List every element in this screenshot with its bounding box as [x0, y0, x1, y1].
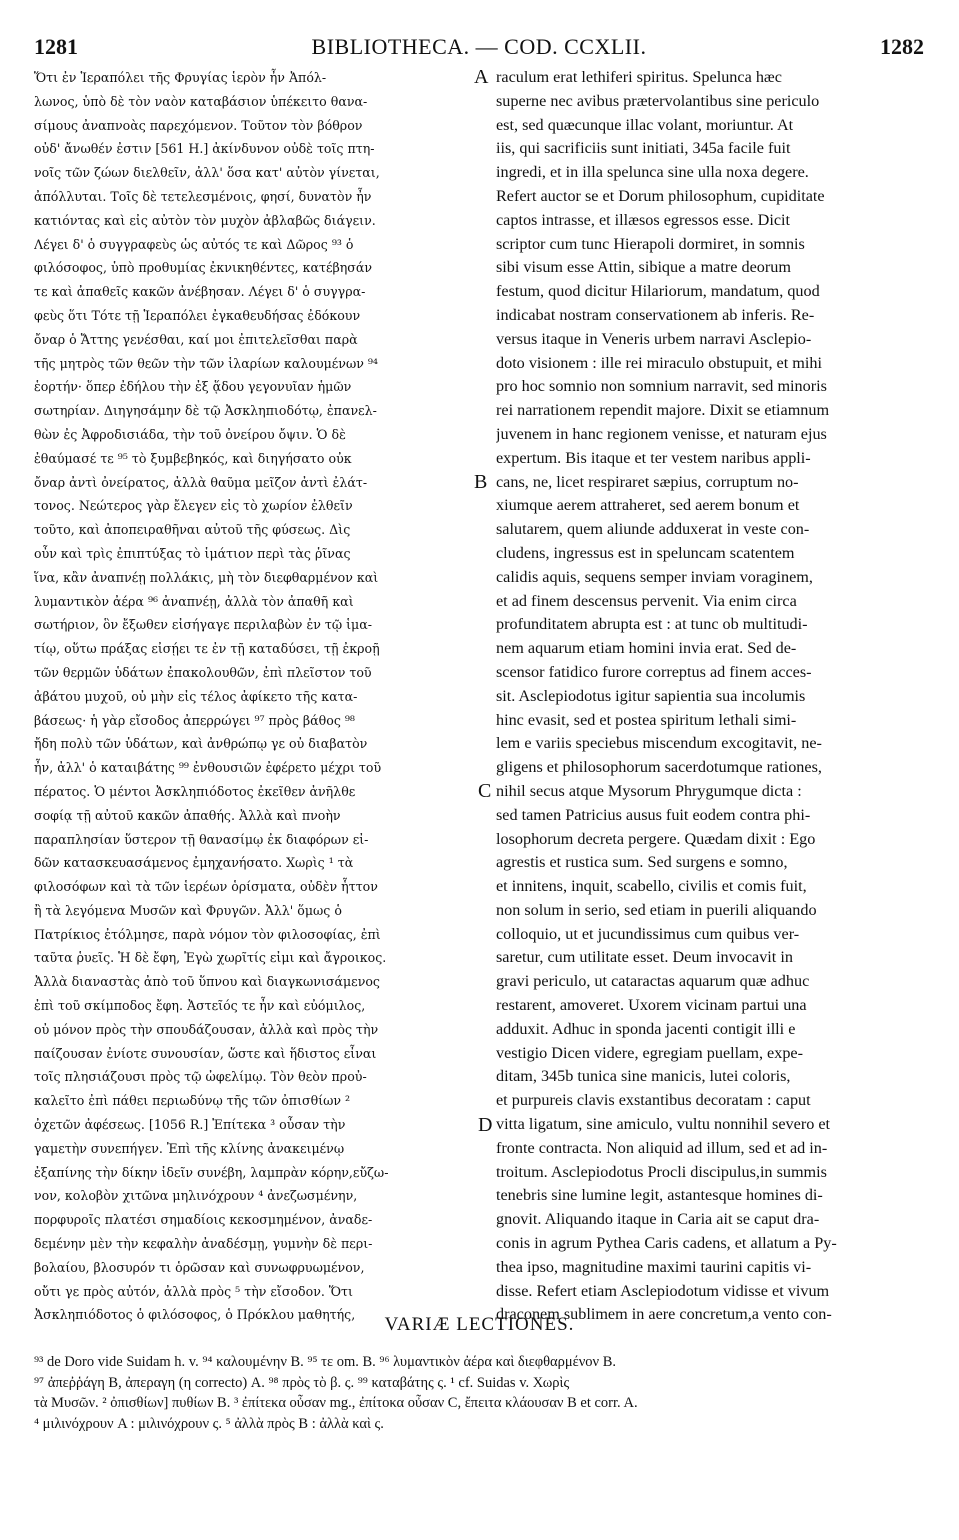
greek-line: ἢ τὰ λεγόμενα Μυσῶν καὶ Φρυγῶν. Ἀλλ' ὅμως ὁ — [34, 902, 342, 918]
greek-line: τῆς μητρὸς τῶν θεῶν τὴν τῶν ἱλαρίων καλουμένων ⁹⁴ — [34, 355, 378, 371]
margin-marker-b: B — [474, 471, 488, 493]
greek-line: οὔτι γε πρὸς αὐτόν, ἀλλὰ πρὸς ⁵ τὴν εἴσοδον. Ὅτι — [34, 1283, 353, 1299]
greek-line: ἐξαπίνης τὴν δίκην ἰδεῖν συνέβη, λαμπρὰν κόρην,εὔζω- — [34, 1164, 389, 1180]
latin-line: indicabat nostram conservationem ab inferis. Re- — [496, 305, 815, 324]
greek-line: γαμετὴν συνεπήγεν. Ἐπὶ τῆς κλίνης ἀνακειμένῳ — [34, 1140, 345, 1156]
greek-line: νον, κολοβὸν χιτῶνα μηλινόχρουν ⁴ ἀνεζωσμένην, — [34, 1188, 358, 1204]
latin-line: scensor fatidico furore correptus ad finem acces- — [496, 662, 812, 681]
running-title: BIBLIOTHECA. — COD. CCXLII. — [311, 34, 647, 59]
latin-line: gravi periculo, ut cataractas aquarum quæ adhuc — [496, 972, 810, 991]
latin-line: adduxit. Adhuc in sponda jacenti contigit illi e — [496, 1019, 796, 1038]
greek-line: Ἀλλὰ διαναστὰς ἀπὸ τοῦ ὕπνου καὶ διαγκωνισάμενος — [34, 974, 380, 990]
latin-line: agrestis et rustica sum. Sed surgens e somno, — [496, 853, 788, 872]
latin-line: festum, quod dicitur Hilariorum, mandatum, quod — [496, 282, 820, 301]
latin-line: troitum. Asclepiodotus Procli discipulus,in summis — [496, 1162, 827, 1181]
latin-line: ingredi, et in illa spelunca sine ulla noxa degere. — [496, 163, 809, 182]
latin-text-column — [496, 66, 924, 1327]
greek-line: Πατρίκιος ἐτόλμησε, παρὰ νόμον τὸν φιλοσοφίας, ἐπὶ — [34, 926, 381, 942]
greek-line: βολαίου, βλοσυρόν τι ὁρῶσαν καὶ συνωφρυωμένον, — [34, 1259, 365, 1275]
greek-line: ἀπόλλυται. Τοῖς δὲ τετελεσμένοις, φησί, δυνατὸν ἦν — [34, 188, 372, 204]
margin-marker-c: C — [478, 780, 492, 802]
latin-line: hinc evasit, sed et postea spiritum lethali simi- — [496, 710, 797, 729]
footnote-line: ⁹⁷ ἀπεῤῥάγη B, ἀπεραγη (η correcto) A. ⁹⁸ πρὸς τὸ β. ς. ⁹⁹ καταβάτης ς. ¹ cf. Suidas v. Χωρὶς — [34, 1374, 570, 1391]
greek-line: οὐδ' ἄνωθέν ἐστιν [561 H.] ἀκίνδυνον οὐδὲ τοῖς πτη- — [34, 141, 375, 157]
greek-line: ταῦτα ῥυεῖς. Ἡ δὲ ἔφη, Ἐγὼ χωρῖτίς εἰμι καὶ ἄγροικος. — [34, 950, 387, 966]
greek-line: θὼν ἐς Ἀφροδισιάδα, τὴν τοῦ ὀνείρου ὄψιν. Ὁ δὲ — [34, 426, 346, 442]
latin-line: cans, ne, licet respiraret sæpius, corruptum no- — [496, 472, 799, 491]
latin-line: disse. Refert etiam Asclepiodotum vidisse et vivum — [496, 1281, 830, 1300]
greek-line: Ἀσκληπιόδοτος ὁ φιλόσοφος, ὁ Πρόκλου μαθητής, — [34, 1307, 356, 1323]
latin-line: draconem sublimem in aere concretum,a vento con- — [496, 1305, 832, 1324]
greek-line: σίμους ἀναπνοὰς παρεχόμενον. Τοῦτον τὸν βόθρον — [34, 117, 363, 133]
latin-line: pro hoc somnio non somnium narravit, sed minoris — [496, 377, 827, 396]
greek-line: Ὅτι ἐν Ἱεραπόλει τῆς Φρυγίας ἱερὸν ἦν Ἀπόλ- — [34, 70, 327, 85]
greek-line: σωτήριον, ὃν ἔξωθεν εἰσήγαγε περιλαβὼν ἐν τῷ ἱμα- — [34, 617, 373, 633]
latin-line: nihil secus atque Mysorum Phrygumque dicta : — [496, 781, 802, 800]
footnote-line: ⁹³ de Doro vide Suidam h. v. ⁹⁴ καλουμένην B. ⁹⁵ τε om. B. ⁹⁶ λυμαντικὸν ἀέρα καὶ διεφθαρμένον B. — [34, 1354, 617, 1370]
latin-line: captos intrasse, et illæsos egressos esse. Dicit — [496, 210, 791, 229]
greek-line: ἵνα, κἂν ἀναπνέῃ πολλάκις, μὴ τὸν διεφθαρμένον καὶ — [34, 569, 379, 585]
latin-line: versus itaque in Veneris urbem narravi Asclepio- — [496, 329, 812, 348]
latin-line: et innitens, inquit, scabello, civilis et comis fuit, — [496, 877, 807, 896]
greek-line: παραπλησίαν ὕστερον τῇ θανασίμῳ ἐκ διαφόρων εἰ- — [34, 831, 369, 847]
greek-line: τοῖς πλησιάζουσι πρὸς τῷ ὠφελίμῳ. Τὸν θεὸν προὐ- — [34, 1069, 367, 1085]
greek-line: ἑορτήν· ὅπερ ἐδήλου τὴν ἐξ ᾅδου γεγονυῖαν ἡμῶν — [34, 379, 352, 395]
latin-line: saretur, cum utilitate esset. Deum invocavit in — [496, 948, 793, 967]
latin-line: Refert auctor se et Dorum philosophum, cupiditate — [496, 186, 825, 205]
latin-line: losophorum decreta pergere. Quædam dixit : Ego — [496, 829, 816, 848]
footnotes — [34, 1352, 924, 1434]
latin-line: gnovit. Aliquando itaque in Caria ait se caput dra- — [496, 1210, 820, 1229]
greek-line: ἦν, ἀλλ' ὁ καταιβάτης ⁹⁹ ἐνθουσιῶν ἐφέρετο μέχρι τοῦ — [34, 760, 382, 776]
latin-line: raculum erat lethiferi spiritus. Spelunca hæc — [496, 68, 782, 86]
latin-line: vitta ligatum, sine amiculo, vultu nonnihil severo et — [496, 1115, 831, 1134]
latin-line: salutarem, quem aliunde adduxerat in veste con- — [496, 520, 810, 539]
greek-line: ὀχετῶν ἀφέσεως. [1056 R.] Ἐπίτεκα ³ οὖσαν τὴν — [34, 1117, 346, 1133]
greek-line: φιλόσοφος, ὑπὸ προθυμίας ἐκνικηθέντες, κατέβησάν — [34, 260, 373, 276]
latin-line: sed tamen Patricius ausus fuit eodem contra phi- — [496, 805, 811, 824]
page-header — [34, 30, 924, 64]
greek-line: πέρατος. Ὁ μέντοι Ἀσκληπιόδοτος ἐκεῖθεν ἀνῆλθε — [34, 783, 356, 799]
greek-line: οὖν καὶ τρὶς ἐπιπτύξας τὸ ἱμάτιον περὶ τὰς ῥῖνας — [34, 545, 351, 561]
greek-line: σοφίᾳ τῇ αὐτοῦ κακῶν ἀπαθής. Ἀλλὰ καὶ πνοὴν — [34, 807, 341, 823]
latin-line: calidis aquis, sequens semper inviam voraginem, — [496, 567, 813, 586]
latin-line: conis in agrum Pythea Caris cadens, et allatum a Py- — [496, 1234, 837, 1253]
greek-line: ὄναρ ὁ Ἄττης γενέσθαι, καί μοι ἐπιτελεῖσθαι παρὰ — [34, 331, 358, 347]
greek-line: πορφυροῖς πλατέσι σημαδίοις κεκοσμημένον, ἀναδε- — [34, 1212, 373, 1228]
latin-line: lem e variis speciebus miscendum excogitavit, ne- — [496, 734, 822, 753]
latin-line: et purpureis clavis exstantibus decoratam : caput — [496, 1091, 811, 1110]
latin-line: nem aquarum etiam homini invia erat. Sed de- — [496, 639, 797, 658]
footnote-line: ⁴ μιλινόχρουν A : μιλινόχρουν ς. ⁵ ἀλλὰ πρὸς B : ἀλλὰ καὶ ς. — [34, 1415, 384, 1432]
latin-line: thea ipso, magnitudine maximi taurini capitis vi- — [496, 1257, 812, 1276]
variae-lectiones-heading: VARIÆ LECTIONES. — [384, 1314, 575, 1335]
greek-line: φιλοσόφων καὶ τὰ τῶν ἱερέων ὁρίσματα, οὐδὲν ἧττον — [34, 879, 378, 895]
greek-line: λυμαντικὸν ἀέρα ⁹⁶ ἀναπνέῃ, ἀλλὰ τὸν ἀπαθῆ καὶ — [34, 593, 354, 609]
greek-line: ἤδη πολὺ τῶν ὑδάτων, καὶ ἀνθρώπῳ γε οὐ διαβατὸν — [34, 736, 368, 752]
greek-line: δῶν κατασκευασάμενος ἐμηχανήσατο. Χωρὶς ¹ τὰ — [34, 855, 354, 871]
greek-line: κατιόντας καὶ εἰς αὐτὸν τὸν μυχὸν ἀβλαβῶς διάγειν. — [34, 212, 376, 228]
greek-line: φεὺς ὅτι Τότε τῇ Ἱεραπόλει ἐγκαθευδήσας ἐδόκουν — [34, 307, 361, 323]
latin-line: gligens et philosophorum sacerdotumque rationes, — [496, 758, 822, 777]
greek-line: παίζουσαν ἐνίοτε συνουσίαν, ὥστε καὶ ἥδιστος εἶναι — [34, 1045, 377, 1061]
greek-text-column — [34, 66, 470, 1327]
latin-line: non solum in serio, sed etiam in puerili aliquando — [496, 900, 817, 919]
greek-line: ἀβάτου μυχοῦ, οὐ μὴν εἰς τέλος ἀφίκετο τῆς κατα- — [34, 688, 358, 704]
margin-marker-d: D — [478, 1114, 493, 1136]
latin-line: rei narrationem rependit majore. Dixit se etiamnum — [496, 401, 830, 420]
latin-line: juvenem in hanc regionem venisse, et naturam ejus — [496, 424, 827, 443]
greek-line: ἐπὶ τοῦ σκίμποδος ἔφη. Ἀστεῖός τε ἦν καὶ εὐόμιλος, — [34, 998, 366, 1014]
greek-line: βάσεως· ἡ γὰρ εἴσοδος ἀπερρώγει ⁹⁷ πρὸς βάθος ⁹⁸ — [34, 712, 355, 728]
latin-line: cludens, ingressus est in speluncam scatentem — [496, 543, 795, 562]
latin-line: tenebris sine lumine legit, astantesque homines di- — [496, 1186, 823, 1205]
greek-line: τε καὶ ἀπαθεῖς κακῶν ἀνέβησαν. Λέγει δ' ὁ συγγρα- — [34, 284, 366, 300]
latin-line: iis, qui sacrificiis sunt initiati, 345a facile fuit — [496, 139, 791, 158]
latin-line: expertum. Bis itaque et ter vestem naribus appli- — [496, 448, 811, 467]
greek-line: τῶν θερμῶν ὑδάτων ἐπακολουθῶν, ἐπὶ πλεῖστον τοῦ — [34, 664, 372, 680]
greek-line: σωτηρίαν. Διηγησάμην δὲ τῷ Ἀσκληπιοδότῳ, ἐπανελ- — [34, 403, 377, 419]
greek-line: οὐ μόνον πρὸς τὴν σπουδάζουσαν, ἀλλὰ καὶ πρὸς τὴν — [34, 1021, 379, 1037]
greek-line: τοῦτο, καὶ ἀποπειραθῆναι αὐτοῦ τῆς φύσεως. Δὶς — [34, 522, 351, 538]
latin-line: colloquio, ut et jucundissimus cum quibus ver- — [496, 924, 800, 943]
latin-line: superne nec avibus prætervolantibus sine periculo — [496, 91, 820, 110]
margin-marker-a: A — [474, 66, 489, 88]
latin-line: doto visionem : ille rei miraculo obstupuit, et mihi — [496, 353, 822, 372]
latin-line: scriptor cum tunc Hierapoli dormiret, in somnis — [496, 234, 805, 253]
greek-line: τονος. Νεώτερος γὰρ ἔλεγεν εἰς τὸ χωρίον ἐλθεῖν — [34, 498, 353, 514]
latin-line: et ad finem descensus pervenit. Via enim circa — [496, 591, 797, 610]
greek-line: ἐθαύμασέ τε ⁹⁵ τὸ ξυμβεβηκός, καὶ διηγήσατο οὐκ — [34, 450, 352, 466]
greek-line: τίῳ, οὕτω πράξας εἰσῄει τε ἐν τῇ καταδύσει, τῇ ἐκροῇ — [34, 641, 380, 657]
latin-line: fronte contracta. Non aliquid ad illum, sed et ad in- — [496, 1138, 828, 1157]
greek-line: ὄναρ ἀντὶ ὀνείρατος, ἀλλὰ θαῦμα μεῖζον ἀντὶ ἐλάτ- — [34, 474, 368, 490]
greek-line: νοῖς τῶν ζώων διελθεῖν, ἀλλ' ὅσα κατ' αὐτὸν γίνεται, — [34, 165, 380, 181]
greek-line: Λέγει δ' ὁ συγγραφεὺς ὡς αὐτός τε καὶ Δῶρος ⁹³ ὁ — [34, 236, 354, 252]
latin-line: est, sed quæcunque illac volant, moriuntur. At — [496, 115, 794, 134]
footnote-line: τὰ Μυσῶν. ² ὀπισθίων] πυθίων B. ³ ἐπίτεκα οὖσαν mg., ἐπίτοκα οὖσαν C, ἔπειτα κλάουσαν B et corr. A. — [34, 1395, 638, 1411]
right-page-number: 1282 — [880, 34, 924, 59]
left-page-number: 1281 — [34, 34, 78, 59]
greek-line: δεμένην μὲν τὴν κεφαλὴν ἀναδέσμῃ, γυμνὴν δὲ περι- — [34, 1236, 373, 1252]
latin-line: restarent, amoveret. Uxorem vicinam partui una — [496, 996, 807, 1015]
greek-line: καλεῖτο ἐπὶ πάθει περιωδύνῳ τῆς τῶν ὀπισθίων ² — [34, 1093, 351, 1109]
latin-line: sit. Asclepiodotus igitur sapientia sua incolumis — [496, 686, 806, 705]
latin-line: ditam, 345b tunica sine manicis, lutei coloris, — [496, 1067, 791, 1086]
greek-line: λωνος, ὑπὸ δὲ τὸν ναὸν καταβάσιον ὑπέκειτο θανα- — [34, 93, 368, 109]
latin-line: profunditatem abrupta est : at tunc ob multitudi- — [496, 615, 808, 634]
latin-line: vestigio Dicen videre, egregiam puellam, expe- — [496, 1043, 803, 1062]
latin-line: xiumque aerem attraheret, sed aerem bonum et — [496, 496, 800, 515]
latin-line: sibi visum esse Attin, sibique a matre deorum — [496, 258, 791, 277]
